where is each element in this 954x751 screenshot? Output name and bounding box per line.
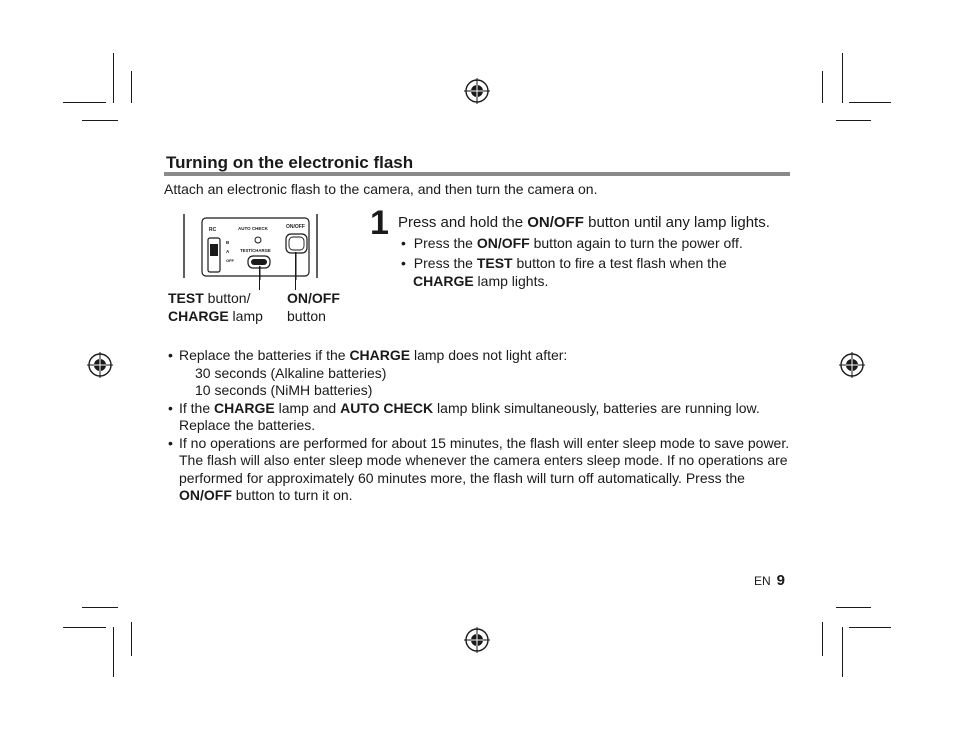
crop-mark bbox=[82, 120, 118, 121]
crop-mark bbox=[849, 627, 891, 628]
language-code: EN bbox=[754, 574, 771, 588]
note-item: • If the CHARGE lamp and AUTO CHECK lamp blink simultaneously, batteries are running low. Replace the batteries. bbox=[168, 399, 760, 433]
crop-mark bbox=[822, 71, 823, 103]
note-item: • If no operations are performed for about 15 minutes, the flash will enter sleep mode to save power. The flash will also enter sleep mode whenever the camera enters sleep mode. If no operations are performed for approximately 60 minutes more, the flash will turn off automatically. Press the ON/OFF button to turn it on. bbox=[168, 434, 790, 503]
leader-line bbox=[259, 266, 260, 290]
note-subline: 30 seconds (Alkaline batteries) bbox=[195, 364, 387, 381]
section-rule bbox=[164, 172, 790, 176]
rc-label: RC bbox=[209, 227, 217, 233]
section-intro: Attach an electronic flash to the camera, and then turn the camera on. bbox=[164, 181, 598, 197]
test-charge-label: TEST/CHARGE bbox=[240, 248, 271, 253]
crop-mark bbox=[836, 607, 871, 608]
registration-mark-icon bbox=[464, 78, 490, 104]
crop-mark bbox=[849, 102, 891, 103]
crop-mark bbox=[63, 627, 106, 628]
auto-check-label: AUTO CHECK bbox=[238, 226, 268, 231]
on-off-panel-label: ON/OFF bbox=[286, 224, 305, 230]
step-instruction: Press and hold the ON/OFF button until any lamp lights. bbox=[398, 214, 770, 231]
step-bullet: • Press the ON/OFF button again to turn the power off. bbox=[401, 235, 743, 251]
page-number: 9 bbox=[776, 572, 786, 589]
mode-a-label: A bbox=[226, 249, 230, 254]
test-charge-caption: TEST button/ CHARGE lamp bbox=[168, 290, 263, 324]
registration-mark-icon bbox=[464, 627, 490, 653]
on-off-caption: ON/OFF button bbox=[287, 290, 340, 324]
bullet-char: • bbox=[401, 255, 406, 271]
crop-mark bbox=[113, 627, 114, 677]
crop-mark bbox=[63, 102, 106, 103]
crop-mark bbox=[842, 53, 843, 103]
crop-mark bbox=[131, 71, 132, 103]
crop-mark bbox=[113, 53, 114, 103]
bullet-char: • bbox=[168, 399, 173, 416]
crop-mark bbox=[822, 622, 823, 656]
crop-mark bbox=[82, 607, 118, 608]
registration-mark-icon bbox=[87, 352, 113, 378]
step-bullet: • Press the TEST button to fire a test flash when the CHARGE lamp lights. bbox=[401, 255, 727, 289]
bullet-char: • bbox=[401, 235, 406, 251]
step-number: 1 bbox=[370, 204, 389, 242]
registration-mark-icon bbox=[839, 352, 865, 378]
crop-mark bbox=[131, 622, 132, 656]
bullet-char: • bbox=[168, 434, 173, 451]
note-item: • Replace the batteries if the CHARGE lamp does not light after: bbox=[168, 347, 568, 363]
leader-line bbox=[295, 252, 296, 290]
mode-b-label: B bbox=[226, 240, 230, 245]
section-title: Turning on the electronic flash bbox=[166, 153, 414, 172]
page-footer bbox=[754, 572, 785, 589]
crop-mark bbox=[842, 627, 843, 677]
note-subline: 10 seconds (NiMH batteries) bbox=[195, 382, 373, 398]
crop-mark bbox=[836, 120, 871, 121]
flash-control-panel-illustration bbox=[180, 214, 335, 280]
notes-list bbox=[166, 347, 796, 505]
mode-off-label: OFF bbox=[226, 258, 234, 263]
bullet-char: • bbox=[168, 347, 173, 363]
